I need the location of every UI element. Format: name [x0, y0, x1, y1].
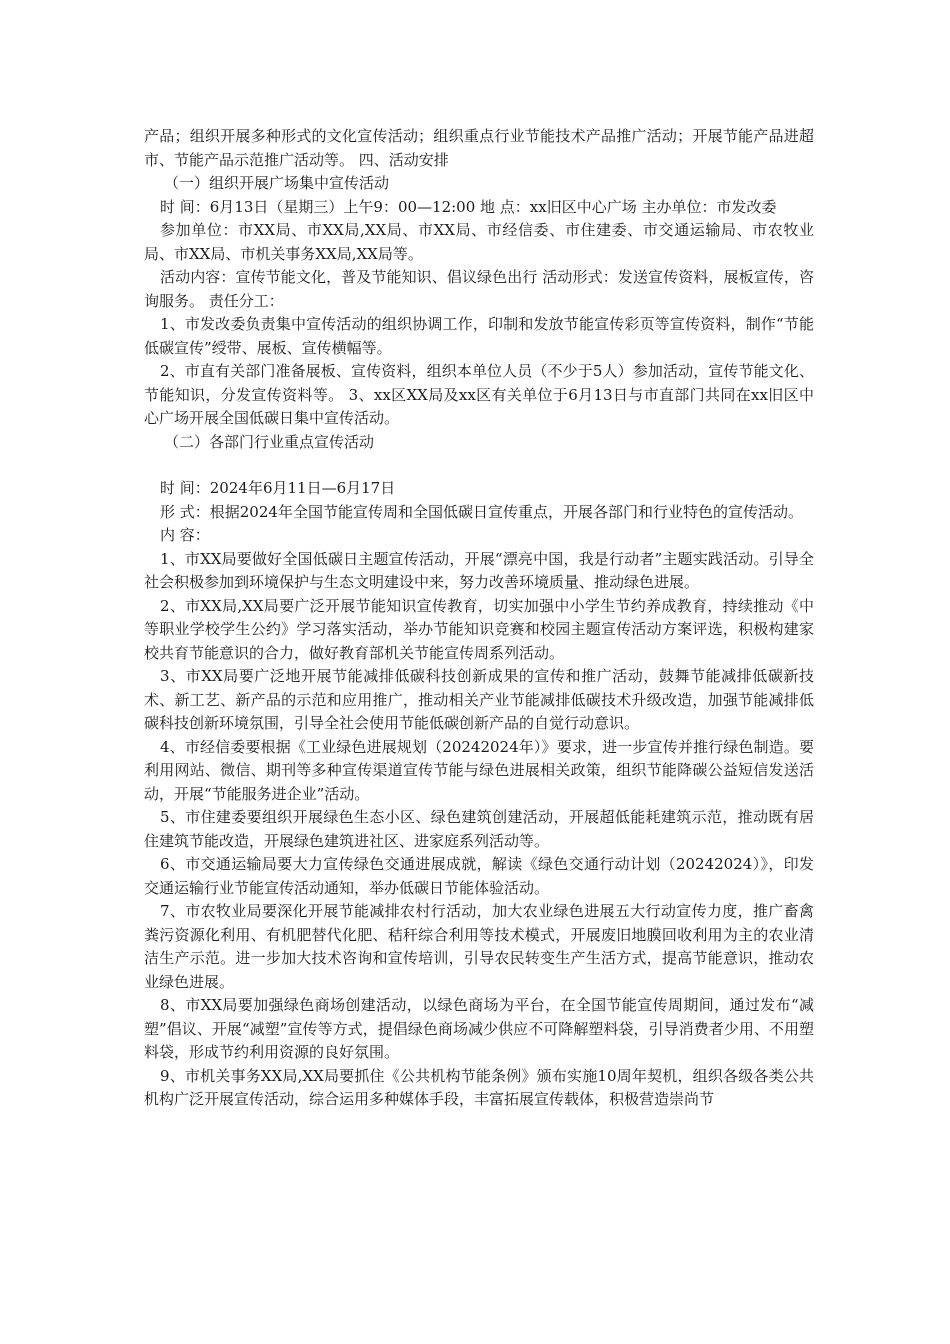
- paragraph: 1、市XX局要做好全国低碳日主题宣传活动，开展“漂亮中国，我是行动者”主题实践活动。引导全社会积极参加到环境保护与生态文明建设中来，努力改善环境质量、推动绿色进展。: [144, 549, 814, 591]
- paragraph: 5、市住建委要组织开展绿色生态小区、绿色建筑创建活动，开展超低能耗建筑示范，推动既有居住建筑节能改造，开展绿色建筑进社区、进家庭系列活动等。: [144, 808, 814, 850]
- section-heading: （二）各部门行业重点宣传活动: [164, 432, 375, 451]
- paragraph: 2、市直有关部门准备展板、宣传资料，组织本单位人员（不少于5人）参加活动，宣传节能文化、节能知识，分发宣传资料等。 3、xx区XX局及xx区有关单位于6月13日与市直部门共同在xx旧区中心广场开展全国低碳日集中宣传活动。: [144, 362, 814, 427]
- paragraph: 4、市经信委要根据《工业绿色进展规划（20242024年）》要求，进一步宣传并推行绿色制造。要利用网站、微信、期刊等多种宣传渠道宣传节能与绿色进展相关政策，组织节能降碳公益短信发送活动，开展“节能服务进企业”活动。: [144, 737, 814, 803]
- section-heading: （一）组织开展广场集中宣传活动: [164, 174, 390, 192]
- paragraph: 1、市发改委负责集中宣传活动的组织协调工作，印制和发放节能宣传彩页等宣传资料，制作“节能低碳宣传”绶带、展板、宣传横幅等。: [144, 315, 814, 357]
- paragraph: 3、市XX局要广泛地开展节能减排低碳科技创新成果的宣传和推广活动，鼓舞节能减排低碳新技术、新工艺、新产品的示范和应用推广，推动相关产业节能减排低碳技术升级改造，加强节能减排低碳科技创新环境氛围，引导全社会使用节能低碳创新产品的自觉行动意识。: [144, 667, 814, 732]
- paragraph: 6、市交通运输局要大力宣传绿色交通进展成就，解读《绿色交通行动计划（20242024）》，印发交通运输行业节能宣传活动通知，举办低碳日节能体验活动。: [144, 855, 814, 897]
- paragraph: 时 间：2024年6月11日—6月17日: [160, 479, 396, 497]
- paragraph: 2、市XX局,XX局要广泛开展节能知识宣传教育，切实加强中小学生节约养成教育，持续推动《中等职业学校学生公约》学习落实活动，举办节能知识竞赛和校园主题宣传活动方案评选，积极构建家校共育节能意识的合力，做好教育部机关节能宣传周系列活动。: [144, 596, 814, 662]
- paragraph: 产品；组织开展多种形式的文化宣传活动；组织重点行业节能技术产品推广活动；开展节能产品进超市、节能产品示范推广活动等。 四、活动安排: [144, 127, 814, 169]
- paragraph: 形 式：根据2024年全国节能宣传周和全国低碳日宣传重点，开展各部门和行业特色的宣传活动。: [160, 502, 803, 521]
- paragraph: 参加单位：市XX局、市XX局,XX局、市XX局、市经信委、市住建委、市交通运输局、市农牧业局、市XX局、市机关事务XX局,XX局等。: [144, 221, 814, 263]
- paragraph: 7、市农牧业局要深化开展节能减排农村行活动，加大农业绿色进展五大行动宣传力度，推广畜禽粪污资源化利用、有机肥替代化肥、秸秆综合利用等技术模式，开展废旧地膜回收利用为主的农业清洁生产示范。进一步加大技术咨询和宣传培训，引导农民转变生产生活方式，提高节能意识，推动农业绿色进展。: [144, 902, 814, 991]
- blank-line: [144, 454, 814, 477]
- document-body: [144, 125, 814, 1112]
- paragraph: 9、市机关事务XX局,XX局要抓住《公共机构节能条例》颁布实施10周年契机，组织各级各类公共机构广泛开展宣传活动，综合运用多种媒体手段，丰富拓展宣传载体，积极营造崇尚节: [144, 1066, 814, 1108]
- paragraph: 8、市XX局要加强绿色商场创建活动，以绿色商场为平台，在全国节能宣传周期间，通过发布“减塑”倡议、开展“减塑”宣传等方式，提倡绿色商场减少供应不可降解塑料袋，引导消费者少用、不用塑料袋，形成节约利用资源的良好氛围。: [144, 996, 814, 1061]
- paragraph: 内 容：: [160, 526, 210, 544]
- paragraph: 活动内容：宣传节能文化，普及节能知识、倡议绿色出行 活动形式：发送宣传资料，展板宣传，咨询服务。 责任分工：: [144, 268, 814, 310]
- paragraph: 时 间：6月13日（星期三）上午9：00—12:00 地 点：xx旧区中心广场 主办单位：市发改委: [160, 197, 777, 216]
